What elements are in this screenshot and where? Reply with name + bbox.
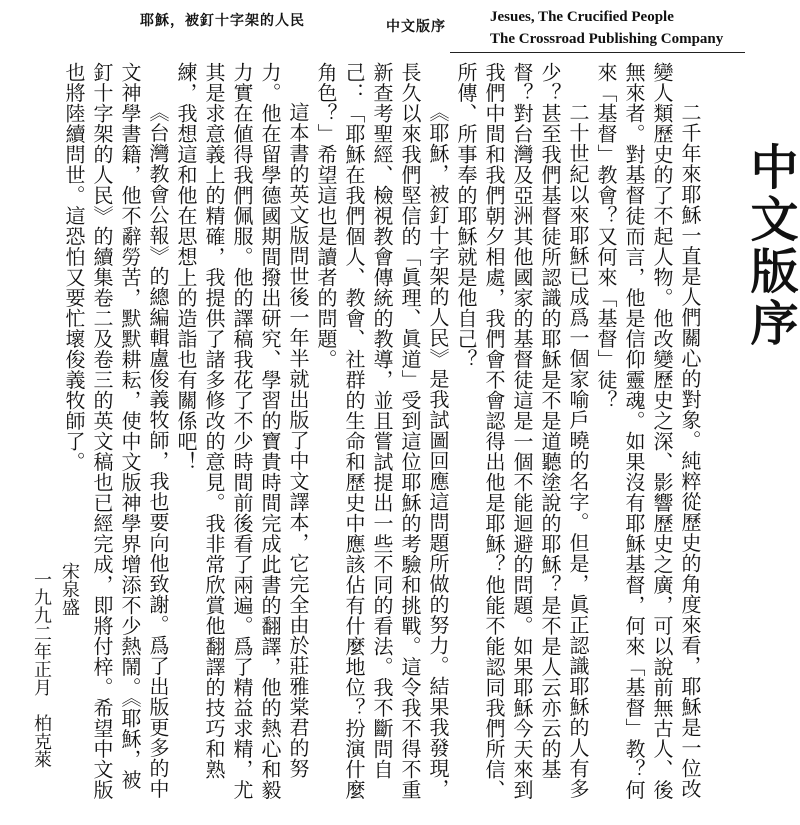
signature-name: 宋泉盛: [59, 562, 80, 616]
page-title: 中文版序: [742, 142, 798, 350]
header-book-title: 耶穌，被釘十字架的人民: [140, 13, 305, 29]
paragraph-4: 這本書的英文版問世後一年半就出版了中文譯本，它完全由於莊雅棠君的努力。他在留學德國期間撥出研究、學習的寶貴時間完成此書的翻譯，他的熱心和毅力實在値得我們佩服。他的譯稿我花了不少時間前後看了兩遍。爲了精益求精，尤其是求意義上的精確，我提供了諸多修改的意見。我非常欣賞他翻譯的技巧和熟練，我想這和他在思想上的造詣也有關係吧！: [174, 62, 310, 800]
header-english-block: [490, 6, 723, 50]
paragraph-2: 二十世紀以來耶穌已成爲一個家喻戶曉的名字。但是，眞正認識耶穌的人有多少？甚至我們基督徒所認識的耶穌是不是道聽塗說的耶穌？是不是人云亦云的基督？對台灣及亞洲其他國家的基督徒這是一個不能迴避的問題。如果耶穌今天來到我們中間和我們朝夕相處，我們會不會認得出他是耶穌？他能不能認同我們所信、所傳、所事奉的耶穌就是他自己？: [454, 62, 590, 800]
signature-date: 一九九二年正月 柏克萊: [31, 570, 52, 768]
body-text: [60, 62, 704, 807]
header-publisher: The Crossroad Publishing Company: [490, 31, 724, 47]
header-english-title: Jesues, The Crucified People: [490, 9, 674, 25]
paragraph-5: 《台灣教會公報》的總編輯盧俊義牧師，我也要向他致謝。爲了出版更多的中文神學書籍，他不辭勞苦，默默耕耘，使中文版神學界增添不少熱鬧。《耶穌，被釘十字架的人民》的續集卷二及卷三的英文稿也已經完成，即將付梓。希望中文版也將陸續問世。這恐怕又要忙壞俊義牧師了。: [62, 62, 170, 800]
paragraph-1: 二千年來耶穌一直是人們關心的對象。純粹從歷史的角度來看，耶穌是一位改變人類歷史的了不起人物。他改變歷史之深、影響歷史之廣，可以說前無古人、後無來者。對基督徒而言，他是信仰靈魂。如果沒有耶穌基督，何來「基督」教？何來「基督」教會？又何來「基督」徒？: [594, 62, 702, 800]
header-section-label: 中文版序: [386, 19, 446, 35]
header-rule: [450, 52, 745, 53]
paragraph-3: 《耶穌，被釘十字架的人民》是我試圖回應這問題所做的努力。結果我發現，長久以來我們堅信的「眞理、眞道」受到這位耶穌的考驗和挑戰。這令我不得不重新查考聖經、檢視教會傳統的教導，並且嘗試提出一些不同的看法。我不斷問自己：「耶穌在我們個人、教會、社群的生命和歷史中應該佔有什麼地位？扮演什麼角色？」希望這也是讀者的問題。: [314, 62, 450, 800]
